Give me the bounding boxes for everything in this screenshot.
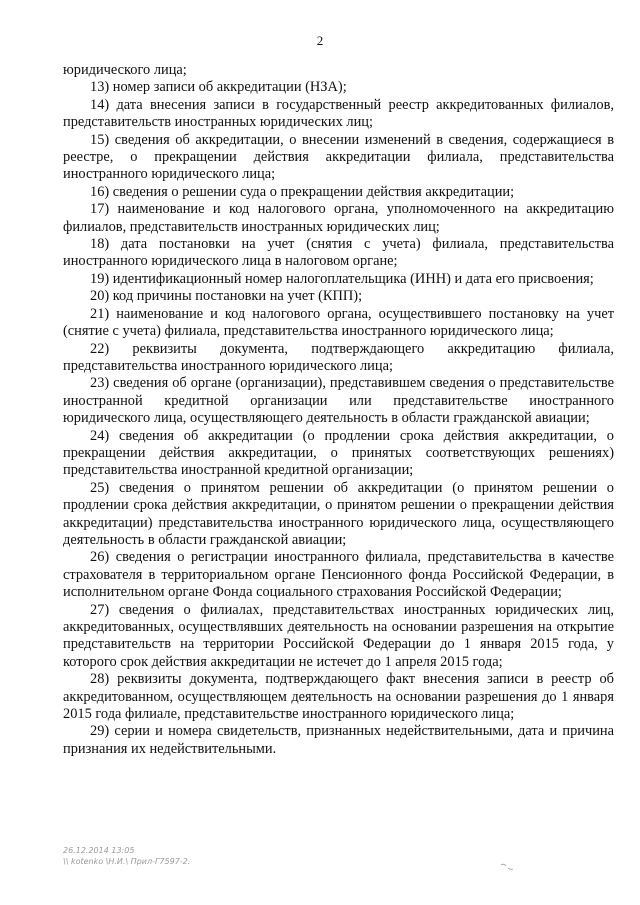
document-body (63, 62, 614, 758)
list-item-28: 28) реквизиты документа, подтверждающего факт внесения записи в реестр об аккредитованном, осуществляющем деятельность на основании разрешения до 1 января 2015 года филиале, представительстве иностранного юридического лица; (63, 671, 614, 723)
list-item-22: 22) реквизиты документа, подтверждающего аккредитацию филиала, представительства иностранного юридического лица; (63, 340, 614, 374)
list-item-13: 13) номер записи об аккредитации (НЗА); (90, 79, 347, 96)
list-item-21: 21) наименование и код налогового органа, осуществившего постановку на учет (снятие с учета) филиала, представительства иностранного юридического лица; (63, 305, 614, 340)
list-item-26: 26) сведения о регистрации иностранного филиала, представительства в качестве страхователя в территориальном органе Пенсионного фонда Российской Федерации, в исполнительном органе Фонда социального страхования Российской Федерации; (63, 549, 614, 601)
footer-timestamp: 26.12.2014 13:05 (63, 846, 135, 855)
list-item-14: 14) дата внесения записи в государственный реестр аккредитованных филиалов, представительств иностранных юридических лиц; (63, 96, 614, 131)
list-item-25: 25) сведения о принятом решении об аккредитации (о принятом решении о продлении срока действия аккредитации, о принятом решении о прекращении действия аккредитации) представительства иностранного юридического лица, осуществляющего деятельность в области гражданской авиации; (63, 479, 614, 548)
list-item-27: 27) сведения о филиалах, представительствах иностранных юридических лиц, аккредитованных, осуществлявших деятельность на основании разрешения на открытие представительств на территории Российской Федерации до 1 января 2015 года, у которого срок действия аккредитации не истечет до 1 апреля 2015 года; (63, 601, 614, 670)
page-number: 2 (316, 33, 324, 48)
document-footer (63, 845, 190, 867)
list-item-23: 23) сведения об органе (организации), представившем сведения о представительстве иностранной кредитной организации или представительстве иностранного юридического лица, осуществляющего деятельность в области гражданской авиации; (63, 375, 614, 427)
list-item-15: 15) сведения об аккредитации, о внесении изменений в сведения, содержащиеся в реестре, о прекращении действия аккредитации филиала, представительства иностранного юридического лица; (63, 131, 614, 183)
list-item-19: 19) идентификационный номер налогоплательщика (ИНН) и дата его присвоения; (90, 270, 594, 287)
list-item-20: 20) код причины постановки на учет (КПП); (90, 288, 363, 305)
list-item-17: 17) наименование и код налогового органа, уполномоченного на аккредитацию филиалов, представительств иностранных юридических лиц; (63, 201, 614, 235)
paragraph-continuation: юридического лица; (63, 62, 187, 78)
list-item-18: 18) дата постановки на учет (снятия с учета) филиала, представительства иностранного юридического лица в налоговом органе; (63, 236, 614, 270)
footer-file-path: \\ kotenko \Н.И.\ Прил-Г7597-2. (63, 857, 191, 866)
list-item-16: 16) сведения о решении суда о прекращении действия аккредитации; (90, 183, 515, 200)
list-item-24: 24) сведения об аккредитации (о продлении срока действия аккредитации, о прекращении действия аккредитации, о принятых соответствующих решениях) представительства иностранной кредитной организации; (63, 427, 614, 479)
pen-mark-icon (500, 862, 514, 872)
list-item-29: 29) серии и номера свидетельств, признанных недействительными, дата и причина признания их недействительными. (63, 723, 614, 757)
